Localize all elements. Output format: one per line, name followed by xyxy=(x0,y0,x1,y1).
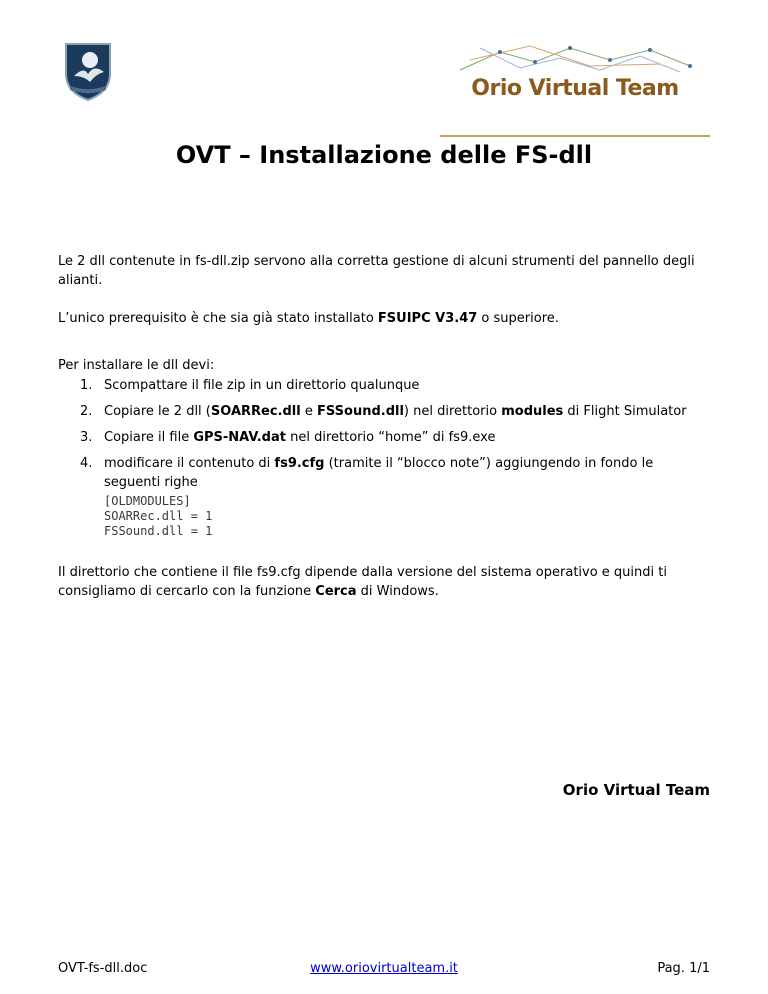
step-text: Scompattare il file zip in un direttorio qualunque xyxy=(104,378,420,393)
step-3 xyxy=(58,428,708,447)
code-line: [OLDMODULES] xyxy=(104,494,191,508)
step-text: e xyxy=(300,404,317,419)
banner-title: Orio Virtual Team xyxy=(471,76,679,101)
code-line: FSSound.dll = 1 xyxy=(104,524,213,538)
step-number: 1. xyxy=(80,378,93,393)
step-number: 2. xyxy=(80,404,93,419)
step-text: Copiare il file xyxy=(104,430,194,445)
step-number: 4. xyxy=(80,456,93,471)
step-text: Copiare le 2 dll ( xyxy=(104,404,211,419)
ovt-emblem-logo xyxy=(60,40,116,102)
prereq-text-before: L’unico prerequisito è che sia già stato installato xyxy=(58,311,378,326)
step-text: (tramite il “blocco note”) aggiungendo in fondo le seguenti righe xyxy=(104,456,654,490)
closing-paragraph xyxy=(58,563,708,601)
website-link[interactable]: www.oriovirtualteam.it xyxy=(310,961,458,976)
ovt-banner-logo xyxy=(440,40,710,102)
closing-text-before: Il direttorio che contiene il file fs9.cfg dipende dalla versione del sistema operativo e quindi ti consigliamo di cercarlo con la funzione xyxy=(58,565,667,599)
signature: Orio Virtual Team xyxy=(562,781,710,799)
install-intro: Per installare le dll devi: xyxy=(58,358,215,373)
footer-website xyxy=(0,961,768,976)
prerequisite-paragraph xyxy=(58,309,708,328)
filename-fs9cfg: fs9.cfg xyxy=(274,456,325,471)
intro-paragraph: Le 2 dll contenute in fs-dll.zip servono alla corretta gestione di alcuni strumenti del pannello degli alianti. xyxy=(58,254,695,288)
document-title: OVT – Installazione delle FS-dll xyxy=(175,141,593,169)
filename-fssound: FSSound.dll xyxy=(316,404,404,419)
prereq-fsuipc: FSUIPC V3.47 xyxy=(377,311,478,326)
step-text: modificare il contenuto di xyxy=(104,456,275,471)
footer-filename: OVT-fs-dll.doc xyxy=(58,961,148,976)
step-text: nel direttorio “home” di fs9.exe xyxy=(285,430,496,445)
prereq-text-after: o superiore. xyxy=(477,311,559,326)
config-code-block xyxy=(104,494,212,539)
folder-modules: modules xyxy=(501,404,564,419)
closing-cerca: Cerca xyxy=(315,584,357,599)
step-text: di Flight Simulator xyxy=(563,404,687,419)
closing-text-after: di Windows. xyxy=(356,584,439,599)
filename-soarrec: SOARRec.dll xyxy=(210,404,301,419)
route-map-graphic xyxy=(440,40,710,80)
step-2 xyxy=(58,402,708,421)
step-text: ) nel direttorio xyxy=(403,404,502,419)
step-number: 3. xyxy=(80,430,93,445)
step-4 xyxy=(58,454,708,492)
footer-page-number: Pag. 1/1 xyxy=(657,961,710,976)
step-1 xyxy=(58,376,708,395)
code-line: SOARRec.dll = 1 xyxy=(104,509,213,523)
filename-gpsnav: GPS-NAV.dat xyxy=(193,430,286,445)
banner-divider xyxy=(440,135,710,137)
install-steps-list xyxy=(58,376,708,499)
